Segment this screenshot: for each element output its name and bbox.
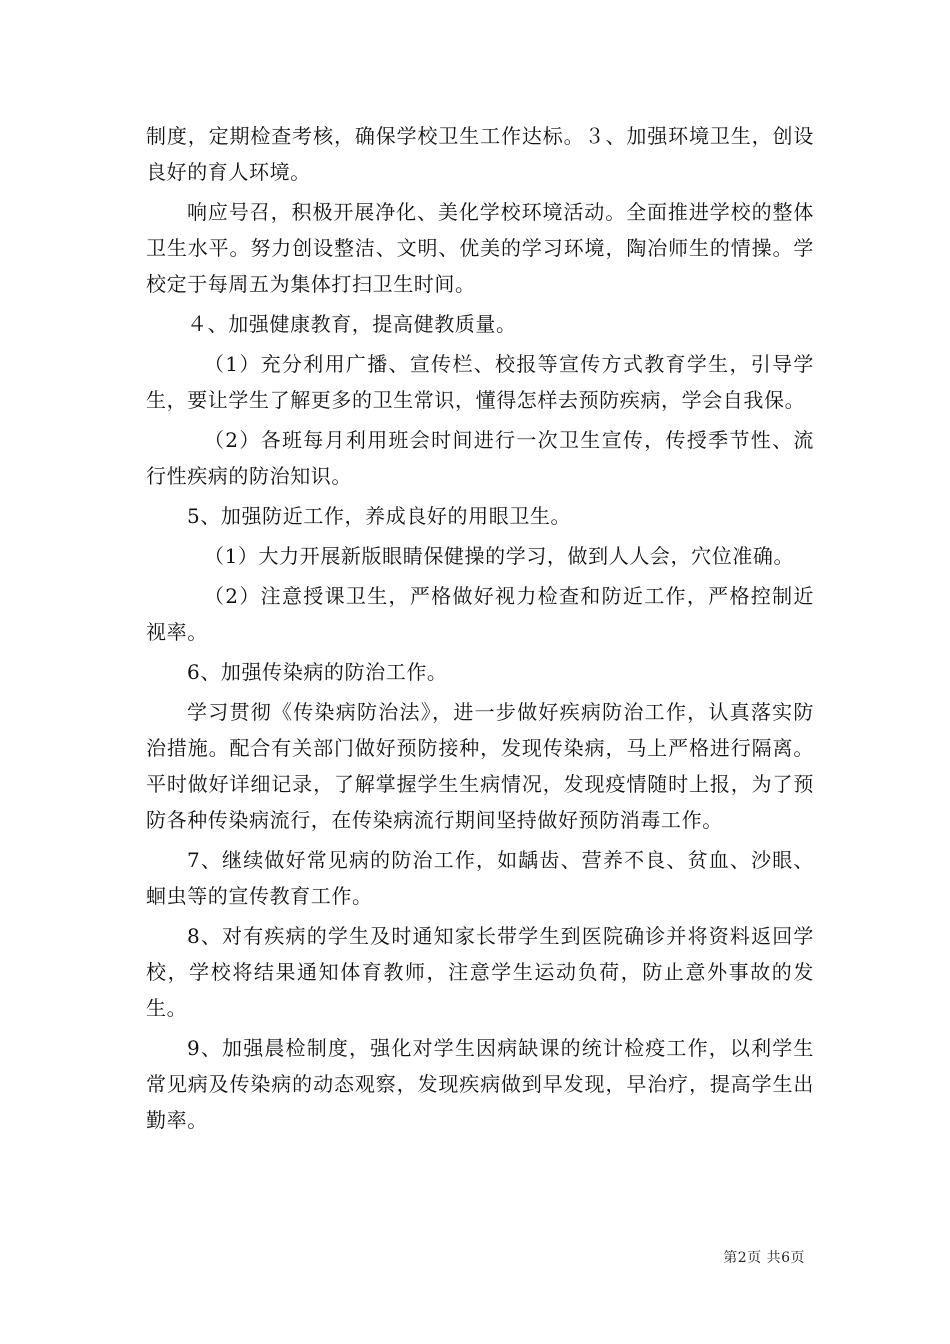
paragraph: 7、继续做好常见病的防治工作，如龋齿、营养不良、贫血、沙眼、蛔虫等的宣传教育工作。: [146, 848, 814, 908]
paragraph: （1）充分利用广播、宣传栏、校报等宣传方式教育学生，引导学生，要让学生了解更多的卫生常识，懂得怎样去预防疾病，学会自我保。: [146, 352, 814, 412]
footer-middle: 页 共: [747, 1250, 782, 1266]
page-footer: [723, 1247, 805, 1267]
paragraph: 学习贯彻《传染病防治法》，进一步做好疾病防治工作，认真落实防治措施。配合有关部门做好预防接种，发现传染病，马上严格进行隔离。平时做好详细记录，了解掌握学生生病情况，发现疫情随时上报，为了预防各种传染病流行，在传染病流行期间坚持做好预防消毒工作。: [146, 700, 814, 832]
paragraph: （1）大力开展新版眼睛保健操的学习，做到人人会，穴位准确。: [204, 544, 795, 568]
paragraph: 响应号召，积极开展净化、美化学校环境活动。全面推进学校的整体卫生水平。努力创设整洁、文明、优美的学习环境，陶冶师生的情操。学校定于每周五为集体打扫卫生时间。: [146, 200, 814, 296]
paragraph: 9、加强晨检制度，强化对学生因病缺课的统计检疫工作，以利学生常见病及传染病的动态观察，发现疾病做到早发现，早治疗，提高学生出勤率。: [146, 1036, 814, 1132]
section-heading: ４、加强健康教育，提高健教质量。: [187, 312, 517, 336]
paragraph: （2）各班每月利用班会时间进行一次卫生宣传，传授季节性、流行性疾病的防治知识。: [146, 428, 814, 488]
paragraph: （2）注意授课卫生，严格做好视力检查和防近工作，严格控制近视率。: [146, 584, 814, 644]
total-pages-number: 6: [781, 1250, 791, 1266]
section-heading: 5、加强防近工作，养成良好的用眼卫生。: [187, 504, 572, 528]
section-heading: 6、加强传染病的防治工作。: [187, 660, 448, 684]
footer-suffix: 页: [790, 1250, 805, 1266]
footer-prefix: 第: [723, 1250, 738, 1266]
current-page-number: 2: [737, 1250, 748, 1266]
document-body: [146, 118, 814, 1142]
paragraph: 8、对有疾病的学生及时通知家长带学生到医院确诊并将资料返回学校，学校将结果通知体育教师，注意学生运动负荷，防止意外事故的发生。: [146, 924, 814, 1020]
paragraph: 制度，定期检查考核，确保学校卫生工作达标。３、加强环境卫生，创设良好的育人环境。: [146, 124, 814, 184]
